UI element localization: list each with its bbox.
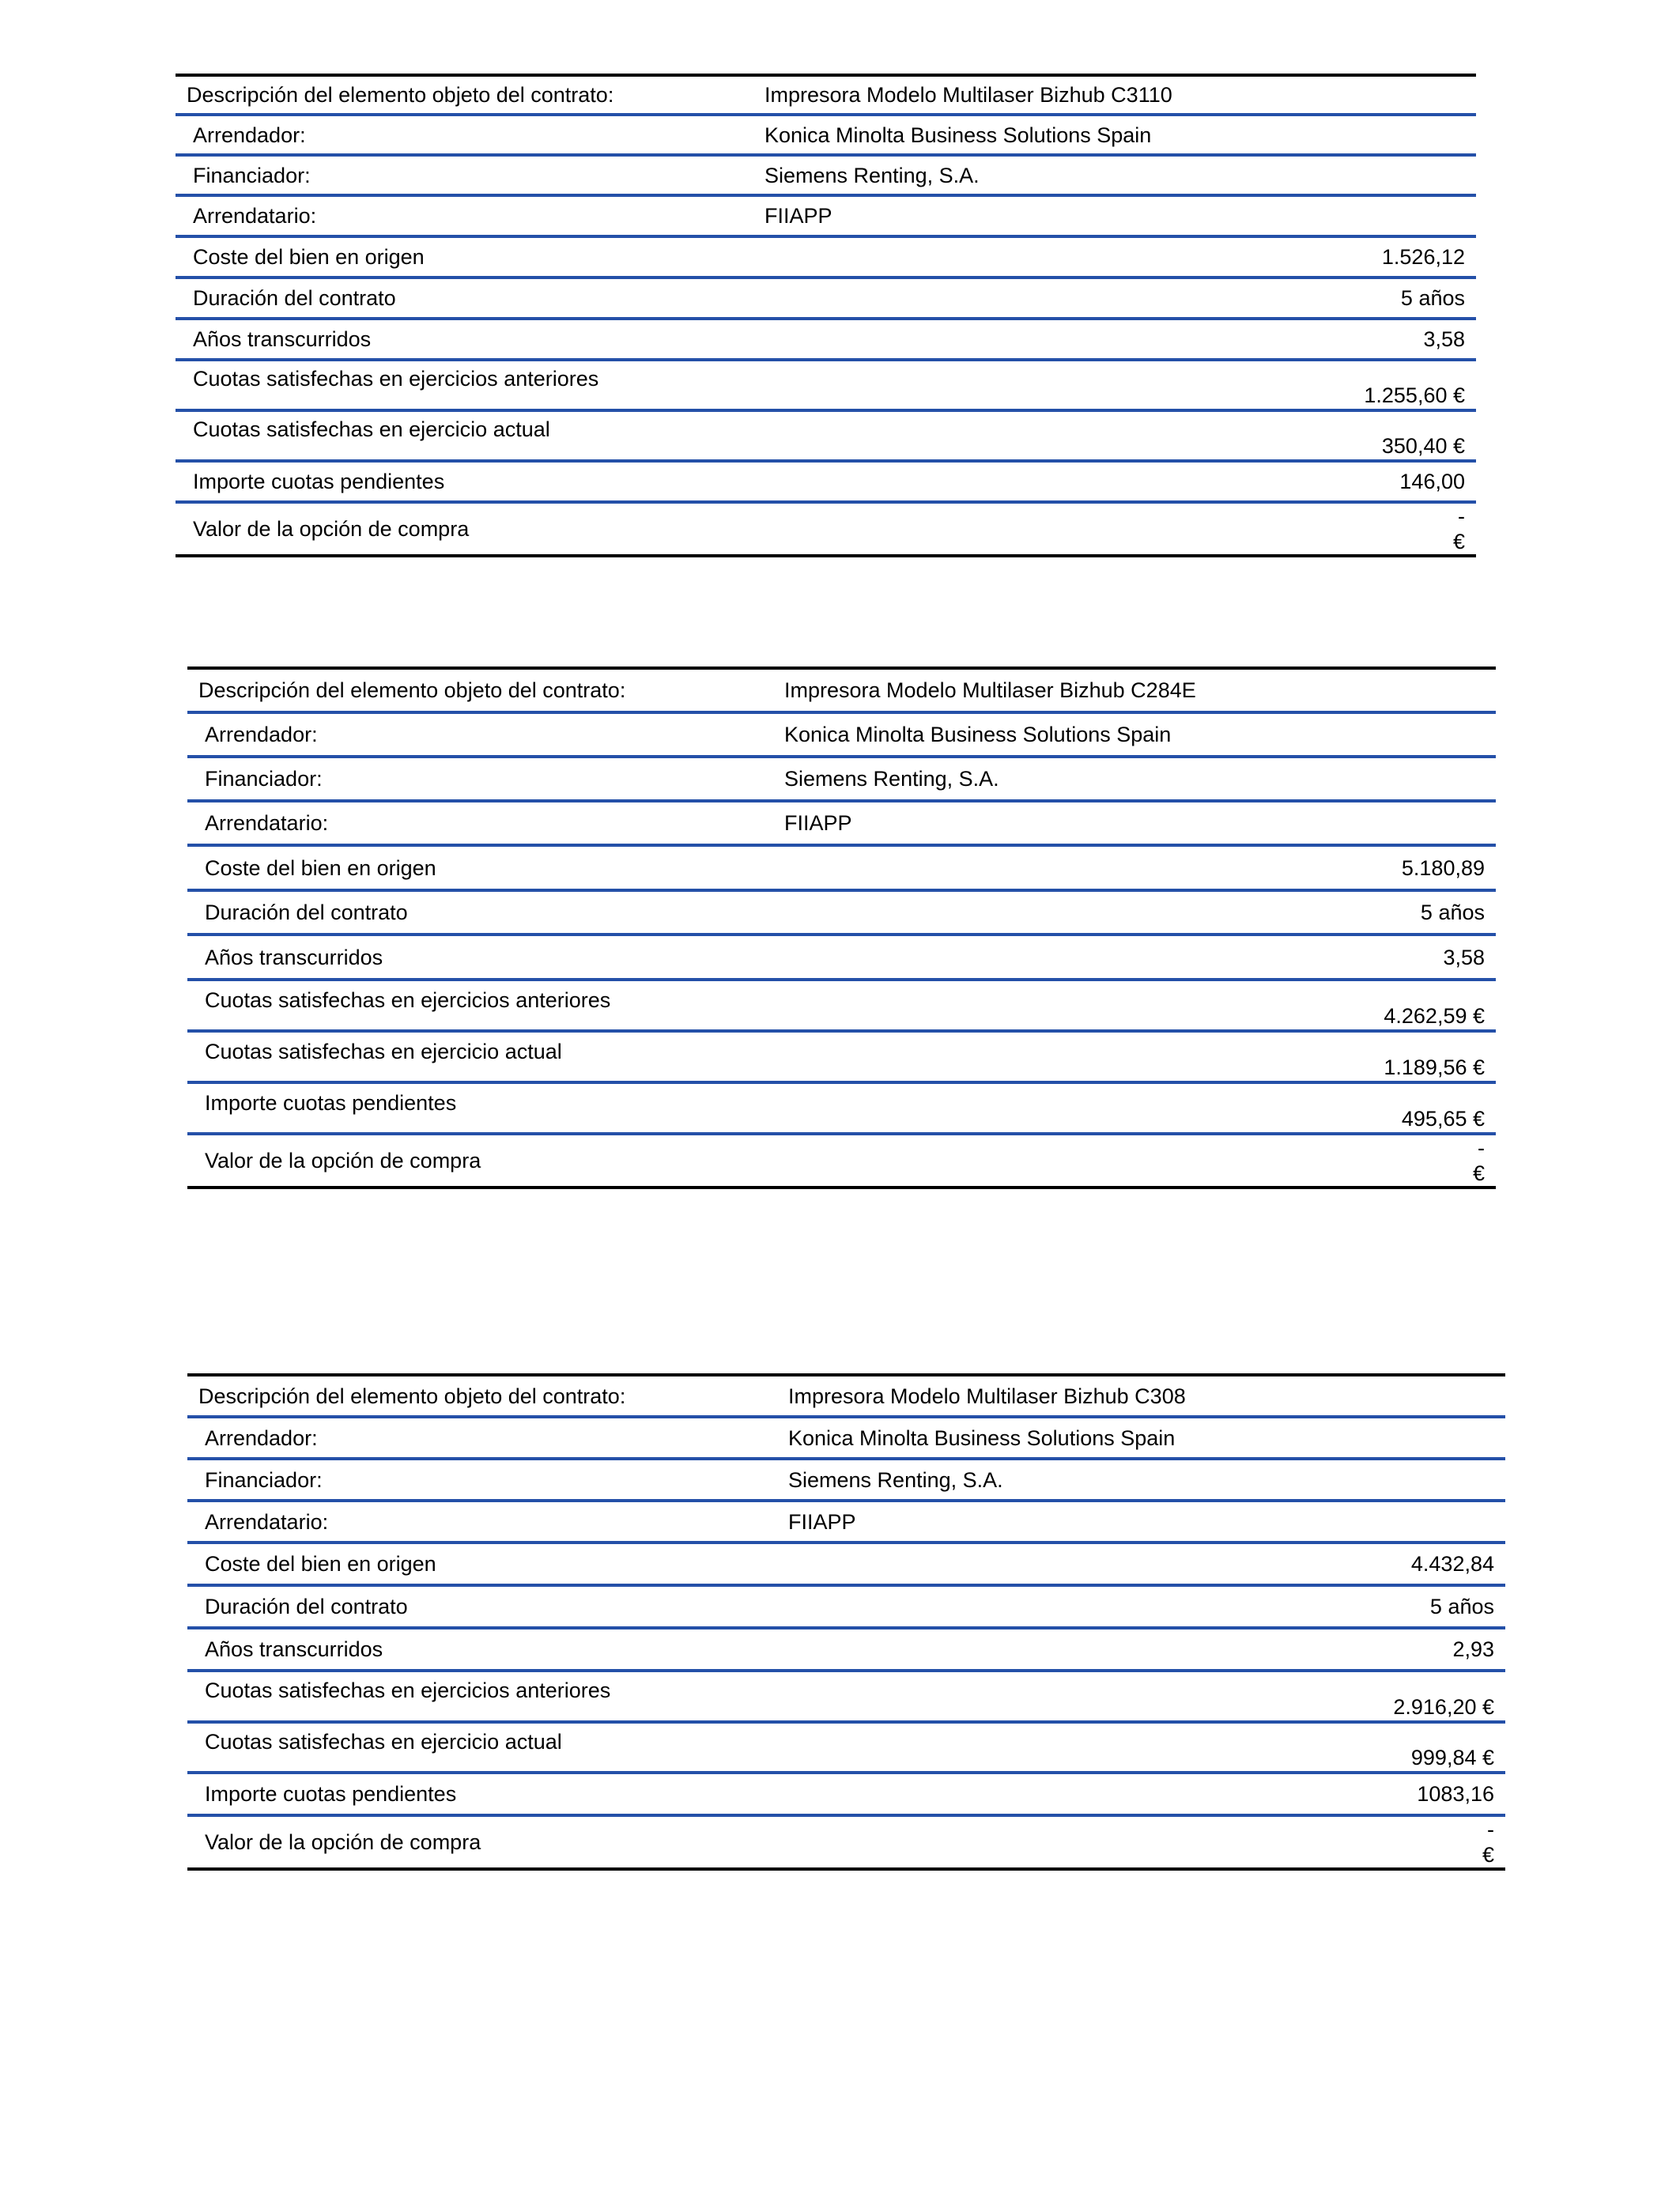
row-cuotas-anteriores [187,981,1496,1033]
row-pendientes [187,1084,1496,1135]
anos-value: 3,58 [1443,945,1485,969]
financiador-value: Siemens Renting, S.A. [784,767,999,791]
arrendador-value: Konica Minolta Business Solutions Spain [788,1426,1176,1450]
row-financiador [187,1460,1505,1502]
row-anos-transcurridos [187,1629,1505,1672]
coste-value: 4.432,84 [1410,1552,1494,1576]
row-pendientes [176,463,1476,504]
row-arrendatario [176,197,1476,238]
row-duracion [176,279,1476,320]
pendientes-label: Importe cuotas pendientes [205,1091,457,1115]
descripcion-label: Descripción del elemento objeto del contrato: [198,678,626,702]
row-duracion [187,892,1496,936]
row-arrendatario [187,1502,1505,1544]
lease-table-1 [176,74,1476,557]
anos-value: 2,93 [1452,1637,1494,1661]
cuotas-anteriores-label: Cuotas satisfechas en ejercicios anteriores [205,1679,611,1702]
cuotas-actual-label: Cuotas satisfechas en ejercicio actual [205,1040,562,1063]
row-arrendador [187,1418,1505,1460]
descripcion-value: Impresora Modelo Multilaser Bizhub C284E [784,678,1196,702]
coste-label: Coste del bien en origen [193,245,425,269]
cuotas-anteriores-value: 2.916,20 € [1393,1695,1494,1719]
arrendador-value: Konica Minolta Business Solutions Spain [764,123,1152,147]
arrendatario-label: Arrendatario: [193,204,317,228]
opcion-label: Valor de la opción de compra [205,1830,481,1854]
row-anos-transcurridos [176,320,1476,361]
descripcion-label: Descripción del elemento objeto del contrato: [187,83,614,107]
arrendatario-label: Arrendatario: [205,1509,329,1534]
arrendador-label: Arrendador: [205,1426,318,1450]
row-cuotas-actual [187,1724,1505,1774]
pendientes-label: Importe cuotas pendientes [205,1782,457,1806]
cuotas-anteriores-value: 4.262,59 € [1384,1004,1485,1028]
pendientes-value: 1083,16 [1417,1782,1494,1806]
arrendatario-label: Arrendatario: [205,811,329,835]
row-descripcion [187,670,1496,714]
arrendatario-value: FIIAPP [764,204,832,228]
opcion-value [1473,1137,1485,1184]
cuotas-anteriores-label: Cuotas satisfechas en ejercicios anteriores [205,988,611,1012]
coste-label: Coste del bien en origen [205,1552,436,1576]
opcion-dash: - [1478,1136,1485,1160]
opcion-dash: - [1458,504,1465,528]
row-pendientes [187,1774,1505,1817]
row-financiador [187,758,1496,802]
row-coste [187,847,1496,892]
anos-value: 3,58 [1423,327,1465,351]
opcion-label: Valor de la opción de compra [205,1149,481,1173]
descripcion-label: Descripción del elemento objeto del contrato: [198,1384,626,1408]
cuotas-actual-value: 999,84 € [1410,1746,1494,1769]
coste-value: 1.526,12 [1381,245,1465,269]
cuotas-actual-value: 1.189,56 € [1384,1055,1485,1079]
row-anos-transcurridos [187,936,1496,981]
lease-table-3 [187,1373,1505,1871]
row-arrendador [187,714,1496,758]
coste-label: Coste del bien en origen [205,855,436,880]
descripcion-value: Impresora Modelo Multilaser Bizhub C308 [788,1384,1186,1408]
anos-label: Años transcurridos [193,327,372,351]
duracion-value: 5 años [1429,1595,1494,1618]
arrendatario-value: FIIAPP [788,1509,856,1534]
cuotas-actual-label: Cuotas satisfechas en ejercicio actual [205,1730,562,1754]
opcion-value [1482,1818,1494,1866]
row-cuotas-actual [176,412,1476,463]
arrendador-label: Arrendador: [193,123,306,147]
financiador-label: Financiador: [205,1467,323,1492]
row-coste [176,238,1476,279]
pendientes-value: 146,00 [1399,470,1465,493]
cuotas-actual-value: 350,40 € [1381,434,1465,458]
row-duracion [187,1587,1505,1629]
row-descripcion [187,1376,1505,1418]
cuotas-actual-label: Cuotas satisfechas en ejercicio actual [193,417,550,441]
financiador-value: Siemens Renting, S.A. [788,1467,1003,1492]
duracion-label: Duración del contrato [205,901,408,924]
row-cuotas-anteriores [176,361,1476,412]
financiador-label: Financiador: [205,767,323,791]
lease-table-2 [187,667,1496,1189]
duracion-label: Duración del contrato [193,286,396,310]
cuotas-anteriores-label: Cuotas satisfechas en ejercicios anteriores [193,367,599,391]
arrendador-value: Konica Minolta Business Solutions Spain [784,723,1172,746]
row-opcion-compra [187,1135,1496,1186]
arrendador-label: Arrendador: [205,723,318,746]
financiador-label: Financiador: [193,163,311,187]
anos-label: Años transcurridos [205,1637,383,1661]
cuotas-anteriores-value: 1.255,60 € [1364,383,1465,407]
duracion-label: Duración del contrato [205,1595,408,1618]
row-arrendatario [187,802,1496,847]
descripcion-value: Impresora Modelo Multilaser Bizhub C3110 [764,83,1172,107]
row-coste [187,1544,1505,1587]
opcion-value [1453,505,1465,553]
opcion-currency: € [1452,530,1465,553]
row-cuotas-actual [187,1033,1496,1084]
duracion-value: 5 años [1420,901,1485,924]
opcion-dash: - [1487,1818,1494,1841]
pendientes-label: Importe cuotas pendientes [193,470,445,493]
row-cuotas-anteriores [187,1672,1505,1724]
opcion-currency: € [1472,1161,1485,1185]
coste-value: 5.180,89 [1401,855,1485,880]
opcion-currency: € [1482,1843,1494,1867]
duracion-value: 5 años [1400,286,1465,310]
row-arrendador [176,116,1476,157]
financiador-value: Siemens Renting, S.A. [764,163,980,187]
pendientes-value: 495,65 € [1401,1107,1485,1131]
row-financiador [176,157,1476,197]
arrendatario-value: FIIAPP [784,811,852,835]
row-opcion-compra [187,1817,1505,1867]
anos-label: Años transcurridos [205,945,383,969]
opcion-label: Valor de la opción de compra [193,517,470,541]
row-opcion-compra [176,504,1476,554]
row-descripcion [176,77,1476,116]
